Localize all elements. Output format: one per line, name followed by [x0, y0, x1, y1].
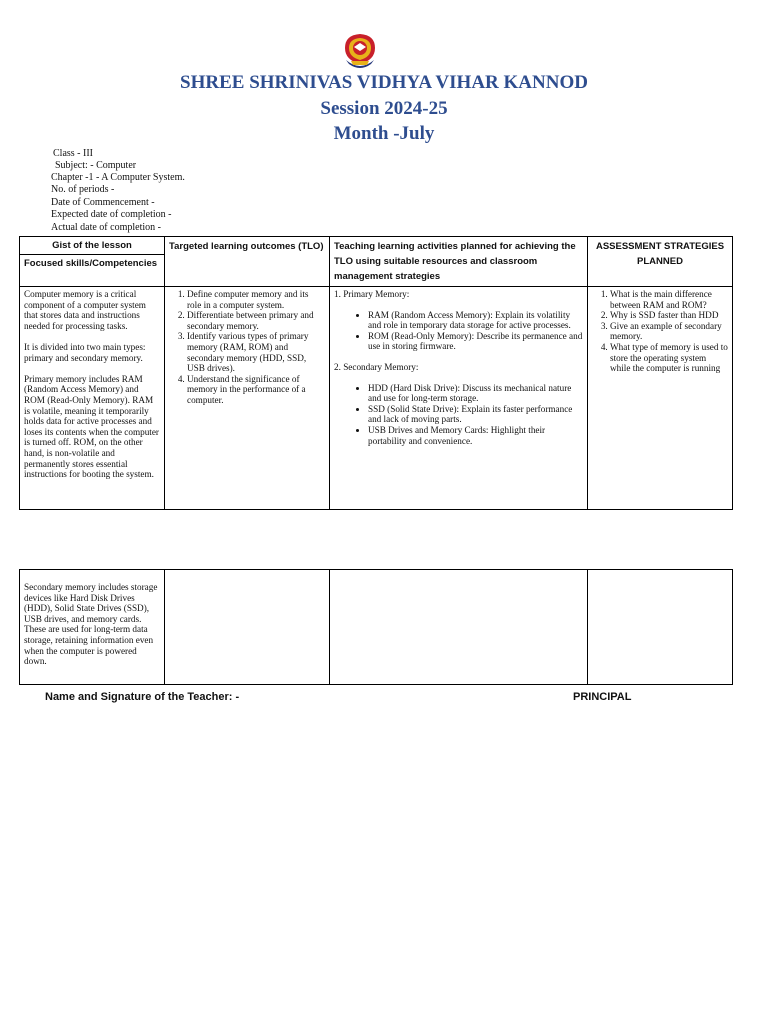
- assessment-list: [592, 289, 728, 374]
- continuation-gist-cell: Secondary memory includes storage devices like Hard Disk Drives (HDD), Solid State Drives (SSD), USB drives, and memory cards. These are used for long-term data storage, retaining information even when the computer is powered down.: [20, 570, 165, 685]
- list-item: 2. Differentiate between primary and secondary memory.: [187, 310, 325, 331]
- activities-cell: [330, 287, 588, 510]
- list-item: 1. Define computer memory and its role in a computer system.: [187, 289, 325, 310]
- tlo-list: [169, 289, 325, 406]
- meta-actual: Actual date of completion -: [51, 221, 161, 233]
- table-row: [20, 287, 733, 510]
- secondary-memory-list: [334, 383, 583, 447]
- list-item: 3. Identify various types of primary memory (RAM, ROM) and secondary memory (HDD, SSD, USB drives).: [187, 331, 325, 373]
- meta-class-subject: [53, 148, 136, 173]
- meta-subject: Subject: - Computer: [55, 160, 137, 172]
- list-item: • SSD (Solid State Drive): Explain its faster performance and lack of moving parts.: [368, 404, 583, 425]
- gist-cell: [20, 287, 165, 510]
- meta-details: [51, 172, 185, 234]
- list-item: • RAM (Random Access Memory): Explain its volatility and role in temporary data storage for active processes.: [368, 310, 583, 331]
- month-title: Month -July: [333, 123, 435, 144]
- continuation-table: [19, 569, 733, 685]
- list-item: 4. Understand the significance of memory in the performance of a computer.: [187, 374, 325, 406]
- list-item: 1. What is the main difference between RAM and ROM?: [610, 289, 728, 310]
- empty-cell: [330, 570, 588, 685]
- header-assessment: ASSESSMENT STRATEGIES PLANNED: [588, 237, 733, 287]
- header-gist: [20, 237, 165, 287]
- school-name: SHREE SHRINIVAS VIDHYA VIHAR KANNOD: [180, 72, 588, 93]
- list-item: 2. Why is SSD faster than HDD: [610, 310, 728, 321]
- session-title: Session 2024-25: [320, 98, 448, 119]
- empty-cell: [588, 570, 733, 685]
- list-item: 3. Give an example of secondary memory.: [610, 321, 728, 342]
- list-item: • USB Drives and Memory Cards: Highlight their portability and convenience.: [368, 425, 583, 446]
- tlo-cell: [165, 287, 330, 510]
- school-emblem-logo: [341, 30, 379, 70]
- assessment-cell: [588, 287, 733, 510]
- table-header-row: [20, 237, 733, 287]
- meta-expected: Expected date of completion -: [51, 209, 172, 221]
- list-item: • ROM (Read-Only Memory): Describe its permanence and use in storing firmware.: [368, 331, 583, 352]
- secondary-memory-heading: 2. Secondary Memory:: [334, 361, 419, 372]
- meta-periods: No. of periods -: [51, 184, 115, 196]
- header-skills-label: Focused skills/Competencies: [24, 258, 158, 269]
- meta-commencement: Date of Commencement -: [51, 196, 155, 208]
- gist-paragraph: It is divided into two main types: primary and secondary memory.: [24, 341, 146, 363]
- principal-label: PRINCIPAL: [573, 691, 632, 703]
- gist-paragraph: Computer memory is a critical component of a computer system that stores data and instructions needed for processing tasks.: [24, 289, 146, 331]
- meta-chapter: Chapter -1 - A Computer System.: [51, 172, 185, 183]
- meta-class: Class - III: [53, 148, 93, 159]
- teacher-signature-label: Name and Signature of the Teacher: -: [45, 691, 240, 703]
- header-activities: Teaching learning activities planned for achieving the TLO using suitable resources and classroom management strategies: [330, 237, 588, 287]
- primary-memory-heading: 1. Primary Memory:: [334, 289, 410, 299]
- header-tlo: Targeted learning outcomes (TLO): [165, 237, 330, 287]
- lesson-plan-table: [19, 236, 733, 510]
- primary-memory-list: [334, 310, 583, 352]
- empty-cell: [165, 570, 330, 685]
- header-gist-label: Gist of the lesson: [20, 237, 164, 255]
- table-row: [20, 570, 733, 685]
- list-item: • HDD (Hard Disk Drive): Discuss its mechanical nature and use for long-term storage.: [368, 383, 583, 404]
- gist-paragraph: Primary memory includes RAM (Random Access Memory) and ROM (Read-Only Memory). RAM is volatile, meaning it temporarily holds data for active processes and loses its contents when the computer is turned off. ROM, on the other hand, is non-volatile and permanently stores essential instructions for booting the system.: [24, 373, 159, 480]
- list-item: 4. What type of memory is used to store the operating system while the computer is running: [610, 342, 728, 374]
